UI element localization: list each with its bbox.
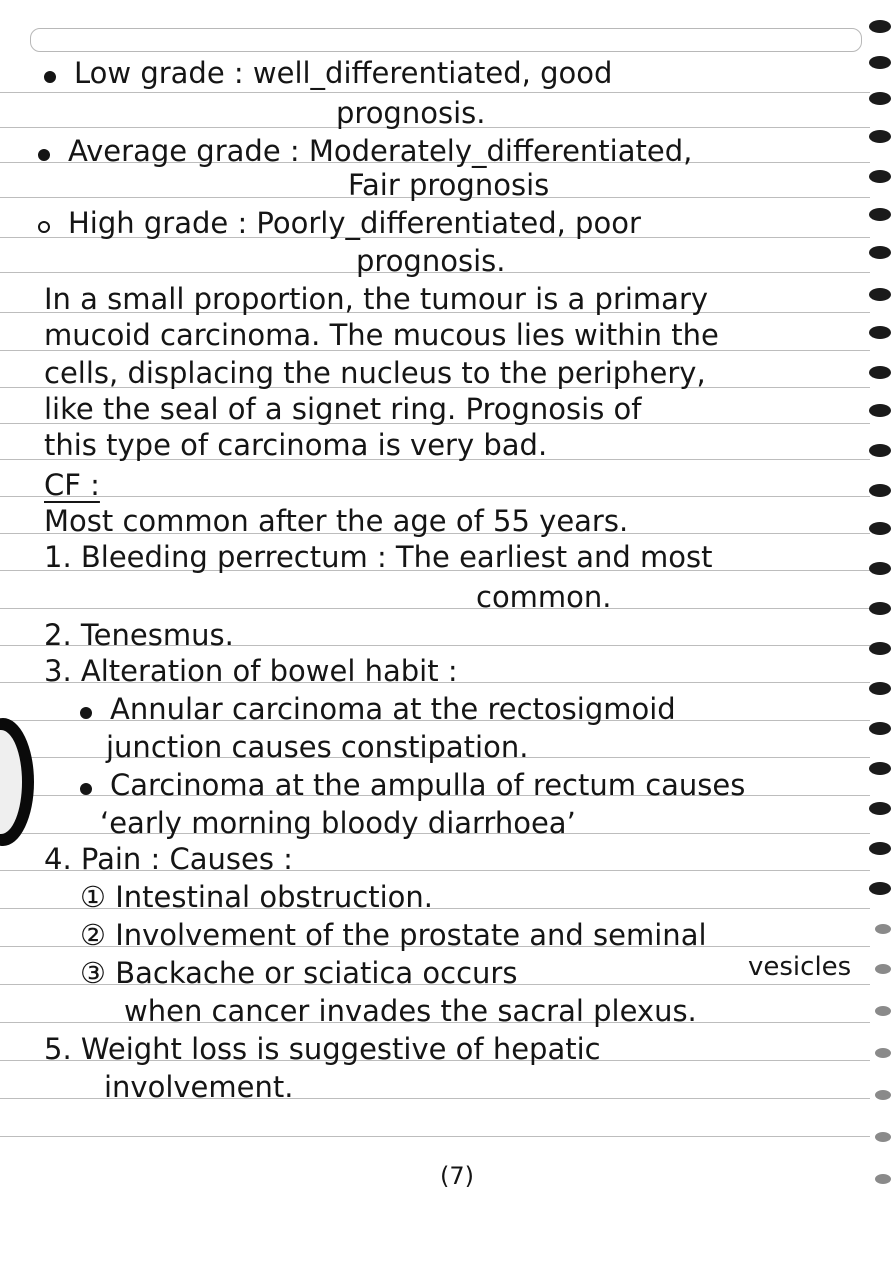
note-line: prognosis. — [356, 244, 506, 278]
spiral-ring — [875, 1090, 891, 1100]
note-line: mucoid carcinoma. The mucous lies within the — [44, 318, 719, 352]
spiral-ring — [875, 1174, 891, 1184]
spiral-ring — [869, 682, 891, 695]
note-line: Carcinoma at the ampulla of rectum causes — [110, 768, 746, 802]
note-line: High grade : Poorly_differentiated, poor — [68, 206, 641, 240]
ruled-line — [0, 92, 870, 93]
spiral-ring — [869, 366, 891, 379]
spiral-ring — [869, 484, 891, 497]
spiral-ring — [869, 130, 891, 143]
spiral-ring — [869, 642, 891, 655]
spiral-ring — [869, 326, 891, 339]
spiral-ring — [869, 522, 891, 535]
note-line: common. — [476, 580, 612, 614]
note-line: junction causes constipation. — [106, 730, 529, 764]
spiral-ring — [875, 1048, 891, 1058]
spiral-ring — [869, 170, 891, 183]
note-line: Most common after the age of 55 years. — [44, 504, 629, 538]
spiral-ring — [869, 92, 891, 105]
ruled-line — [0, 608, 870, 609]
spiral-ring — [875, 1006, 891, 1016]
note-line: like the seal of a signet ring. Prognosis of — [44, 392, 642, 426]
note-line: prognosis. — [336, 96, 486, 130]
note-line: ‘early morning bloody diarrhoea’ — [100, 806, 576, 840]
spiral-ring — [875, 1132, 891, 1142]
note-line: cells, displacing the nucleus to the periphery, — [44, 356, 706, 390]
note-line: 3. Alteration of bowel habit : — [44, 654, 458, 688]
note-line: 1. Bleeding perrectum : The earliest and most — [44, 540, 713, 574]
note-line: vesicles — [748, 952, 852, 982]
page-number: (7) — [440, 1162, 474, 1190]
note-line: Average grade : Moderately_differentiated, — [68, 134, 693, 168]
spiral-ring — [869, 802, 891, 815]
section-heading: CF : — [44, 468, 100, 502]
note-line: when cancer invades the sacral plexus. — [124, 994, 697, 1028]
spiral-ring — [875, 924, 891, 934]
note-line: ① Intestinal obstruction. — [80, 880, 433, 914]
spiral-ring — [869, 882, 891, 895]
spiral-ring — [869, 288, 891, 301]
note-line: ③ Backache or sciatica occurs — [80, 956, 518, 990]
note-line: Fair prognosis — [348, 168, 550, 202]
note-line: 2. Tenesmus. — [44, 618, 234, 652]
note-line: involvement. — [104, 1070, 294, 1104]
spiral-ring — [869, 404, 891, 417]
ruled-line — [0, 496, 870, 497]
spiral-ring — [869, 842, 891, 855]
ruled-line — [0, 1136, 870, 1137]
note-line: In a small proportion, the tumour is a primary — [44, 282, 709, 316]
spiral-ring — [869, 246, 891, 259]
note-line: ② Involvement of the prostate and seminal — [80, 918, 707, 952]
spiral-ring — [869, 762, 891, 775]
note-line: Low grade : well_differentiated, good — [74, 56, 613, 90]
punch-hole — [0, 718, 34, 846]
spiral-ring — [869, 208, 891, 221]
spiral-ring — [875, 964, 891, 974]
note-line: 5. Weight loss is suggestive of hepatic — [44, 1032, 601, 1066]
spiral-ring — [869, 722, 891, 735]
spiral-ring — [869, 562, 891, 575]
note-line: 4. Pain : Causes : — [44, 842, 293, 876]
spiral-ring — [869, 20, 891, 33]
note-line: Annular carcinoma at the rectosigmoid — [110, 692, 676, 726]
note-line: this type of carcinoma is very bad. — [44, 428, 548, 462]
spiral-ring — [869, 602, 891, 615]
spiral-ring — [869, 56, 891, 69]
page-header-band — [30, 28, 862, 52]
spiral-ring — [869, 444, 891, 457]
